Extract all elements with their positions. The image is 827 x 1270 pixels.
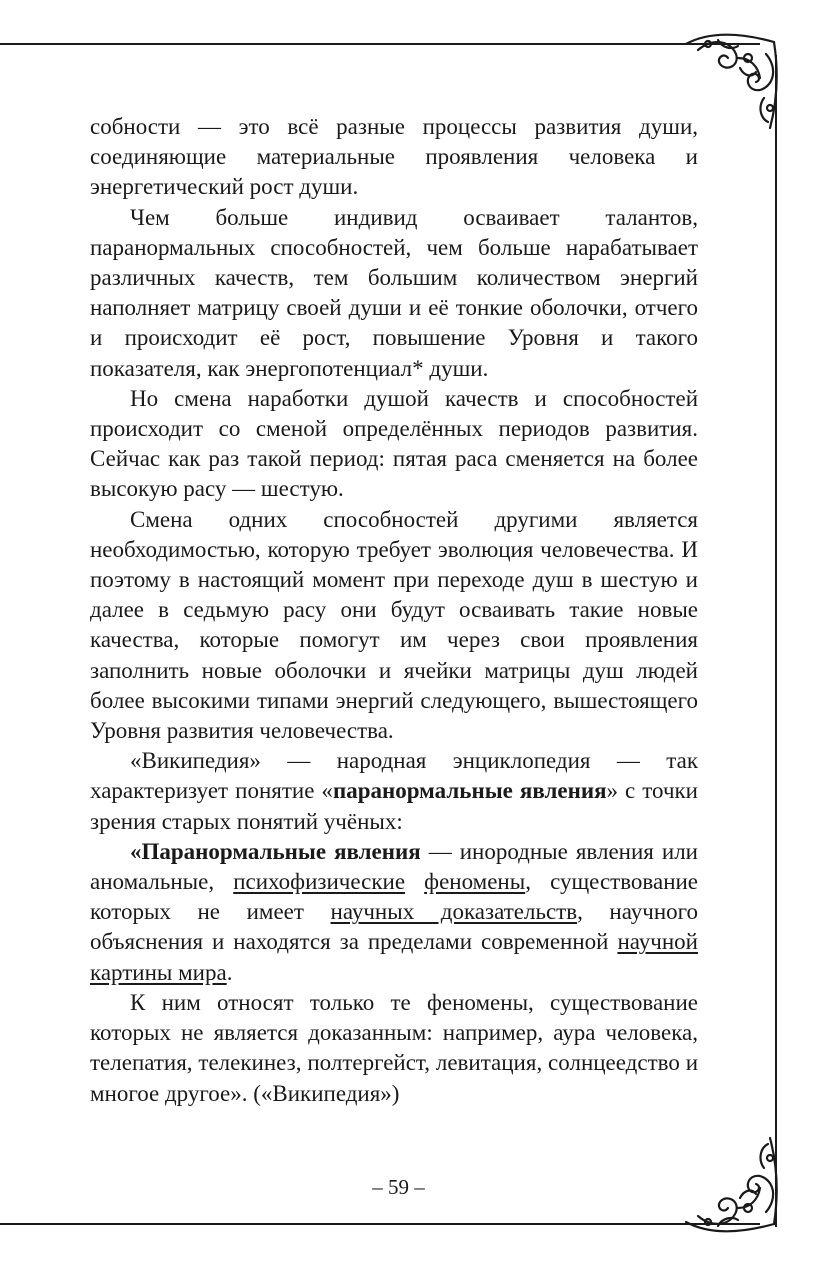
text-span: , научного объяснения и находятся за пределами современной bbox=[90, 899, 698, 955]
bold-term: паранормальные явления bbox=[332, 778, 607, 804]
bold-term: «Паранормальные явления bbox=[130, 838, 421, 864]
text-span: » с точки зрения старых понятий учёных: bbox=[90, 778, 698, 834]
frame-right-line bbox=[775, 55, 777, 1227]
text-span: . bbox=[226, 959, 233, 985]
frame-bottom-line bbox=[0, 1223, 760, 1225]
paragraph-definition bbox=[90, 837, 698, 988]
underlined-term: феномены bbox=[424, 869, 526, 895]
text-span: «Википедия» — народная энциклопедия — так характеризует понятие « bbox=[90, 748, 698, 804]
frame-top-line bbox=[0, 43, 760, 45]
text-span bbox=[405, 869, 424, 894]
text-span: — инородные явления или аномальные, bbox=[90, 838, 698, 895]
text-span: , существование которых не имеет bbox=[90, 869, 699, 925]
paragraph: Чем больше индивид осваивает талантов, паранормальных способностей, чем больше нарабатывает различных качеств, тем большим количеством энергий наполняет матрицу своей души и её тонкие оболочки, отчего и происходит её рост, повышение Уровня и такого показателя, как энергопотенциал* души. bbox=[90, 204, 698, 381]
paragraph: К ним относят только те феномены, существование которых не является доказанным: например, аура человека, телепатия, телекинез, полтергейст, левитация, солнцеедство и многое другое». («Википедия») bbox=[90, 989, 698, 1106]
underlined-term: научной картины мира bbox=[90, 929, 698, 985]
paragraph: Но смена наработки душой качеств и способностей происходит со сменой определённых периодов развития. Сейчас как раз такой период: пятая раса сменяется на более высокую расу — шестую. bbox=[90, 385, 698, 502]
page-number: – 59 – bbox=[372, 1175, 425, 1199]
paragraph: Смена одних способностей другими является необходимостью, которую требует эволюция человечества. И поэтому в настоящий момент при переходе душ в шестую и далее в седьмую расу они будут осваивать такие новые качества, которые помогут им через свои проявления заполнить новые оболочки и ячейки матрицы душ людей более высокими типами энергий следующего, вышестоящего Уровня развития человечества. bbox=[90, 506, 698, 744]
underlined-term: научных доказательств bbox=[330, 899, 578, 925]
main-text bbox=[90, 112, 698, 1109]
paragraph: собности — это всё разные процессы развития души, соединяющие материальные проявления человека и энергетический рост души. bbox=[90, 114, 698, 200]
paragraph-wikipedia-intro bbox=[90, 746, 698, 837]
underlined-term: психофизические bbox=[233, 869, 406, 895]
